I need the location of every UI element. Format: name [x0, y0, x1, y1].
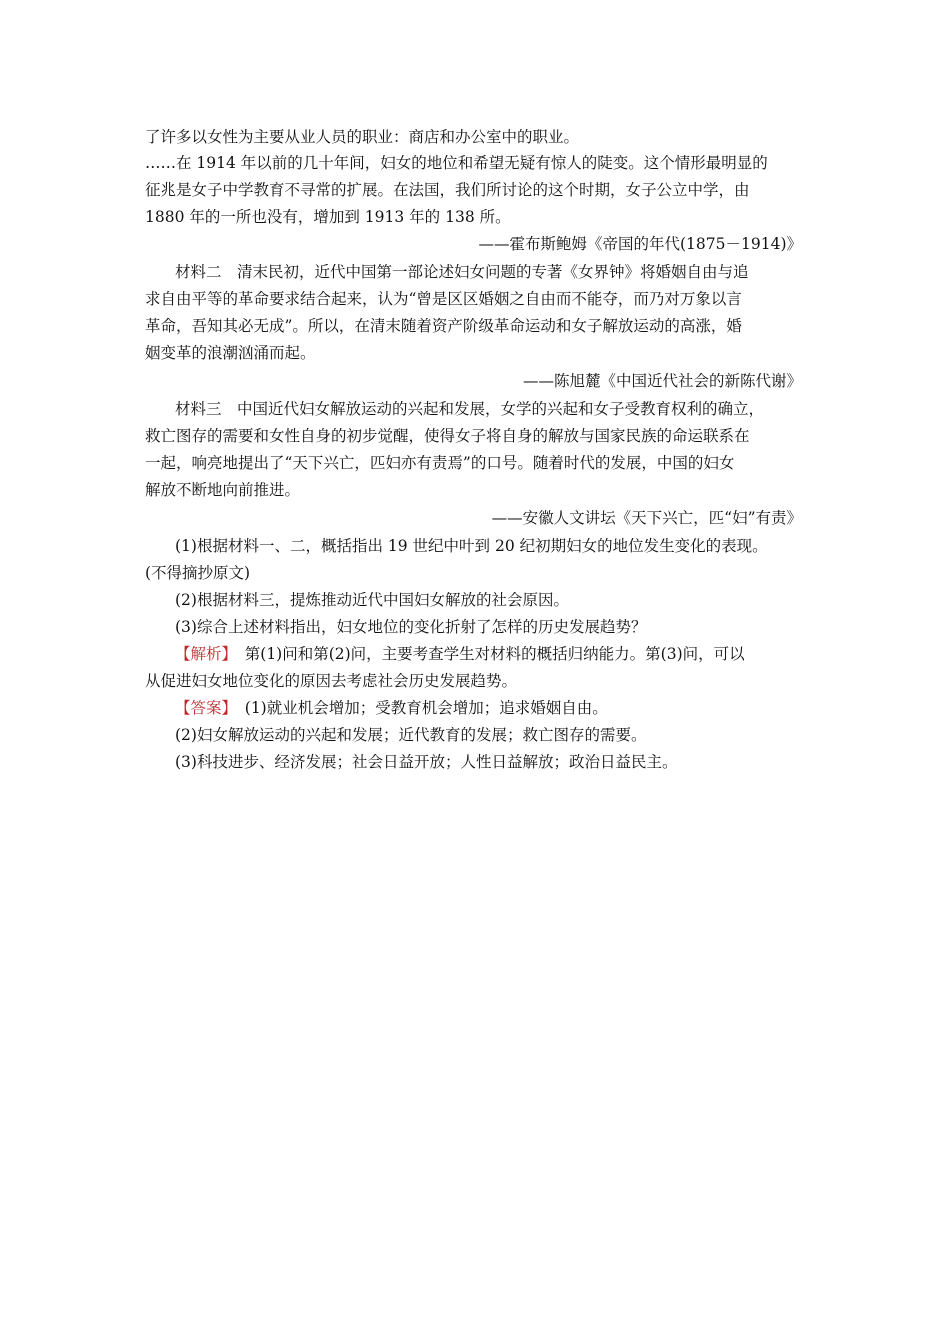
text-line: 求自由平等的革命要求结合起来，认为“曾是区区婚姻之自由而不能夺，而乃对万象以言: [145, 290, 742, 308]
analysis-text-cont: 从促进妇女地位变化的原因去考虑社会历史发展趋势。: [145, 672, 518, 690]
citation: ——陈旭麓《中国近代社会的新陈代谢》: [522, 372, 802, 390]
text-line: 征兆是女子中学教育不寻常的扩展。在法国，我们所讨论的这个时期，女子公立中学，由: [145, 181, 750, 199]
answer-2: (2)妇女解放运动的兴起和发展；近代教育的发展；救亡图存的需要。: [175, 726, 647, 744]
citation: ——安徽人文讲坛《天下兴亡，匹“妇”有责》: [491, 509, 802, 527]
text-line: 一起，响亮地提出了“天下兴亡，匹妇亦有责焉”的口号。随着时代的发展，中国的妇女: [145, 454, 735, 472]
text-line: 救亡图存的需要和女性自身的初步觉醒，使得女子将自身的解放与国家民族的命运联系在: [145, 427, 750, 445]
text-line: 解放不断地向前推进。: [145, 481, 301, 499]
text-line: 姻变革的浪潮汹涌而起。: [145, 344, 316, 362]
analysis-tag: 【解析】: [175, 645, 230, 663]
citation: ——霍布斯鲍姆《帝国的年代(1875－1914)》: [478, 235, 802, 253]
answer-tag: 【答案】: [175, 699, 230, 717]
answer-line: [175, 698, 805, 718]
text-line: ……在 1914 年以前的几十年间，妇女的地位和希望无疑有惊人的陡变。这个情形最明显的: [145, 154, 768, 172]
answer-3: (3)科技进步、经济发展；社会日益开放；人性日益解放；政治日益民主。: [175, 753, 678, 771]
answer-text: (1)就业机会增加；受教育机会增加；追求婚姻自由。: [229, 699, 608, 717]
question-1: (1)根据材料一、二，概括指出 19 世纪中叶到 20 纪初期妇女的地位发生变化的表现。: [175, 537, 768, 555]
analysis-text: 第(1)问和第(2)问，主要考查学生对材料的概括归纳能力。第(3)问，可以: [229, 645, 745, 663]
question-2: (2)根据材料三，提炼推动近代中国妇女解放的社会原因。: [175, 591, 569, 609]
material-three-line: 材料三 中国近代妇女解放运动的兴起和发展，女学的兴起和女子受教育权利的确立，: [175, 400, 765, 418]
analysis-line: [175, 644, 805, 664]
question-1-note: (不得摘抄原文): [145, 564, 251, 582]
text-line: 1880 年的一所也没有，增加到 1913 年的 138 所。: [145, 208, 511, 226]
question-3: (3)综合上述材料指出，妇女地位的变化折射了怎样的历史发展趋势？: [175, 618, 647, 636]
text-line: 革命，吾知其必无成”。所以，在清末随着资产阶级革命运动和女子解放运动的高涨，婚: [145, 317, 742, 335]
text-line: 了许多以女性为主要从业人员的职业：商店和办公室中的职业。: [145, 128, 580, 146]
material-two-line: 材料二 清末民初，近代中国第一部论述妇女问题的专著《女界钟》将婚姻自由与追: [175, 263, 749, 281]
